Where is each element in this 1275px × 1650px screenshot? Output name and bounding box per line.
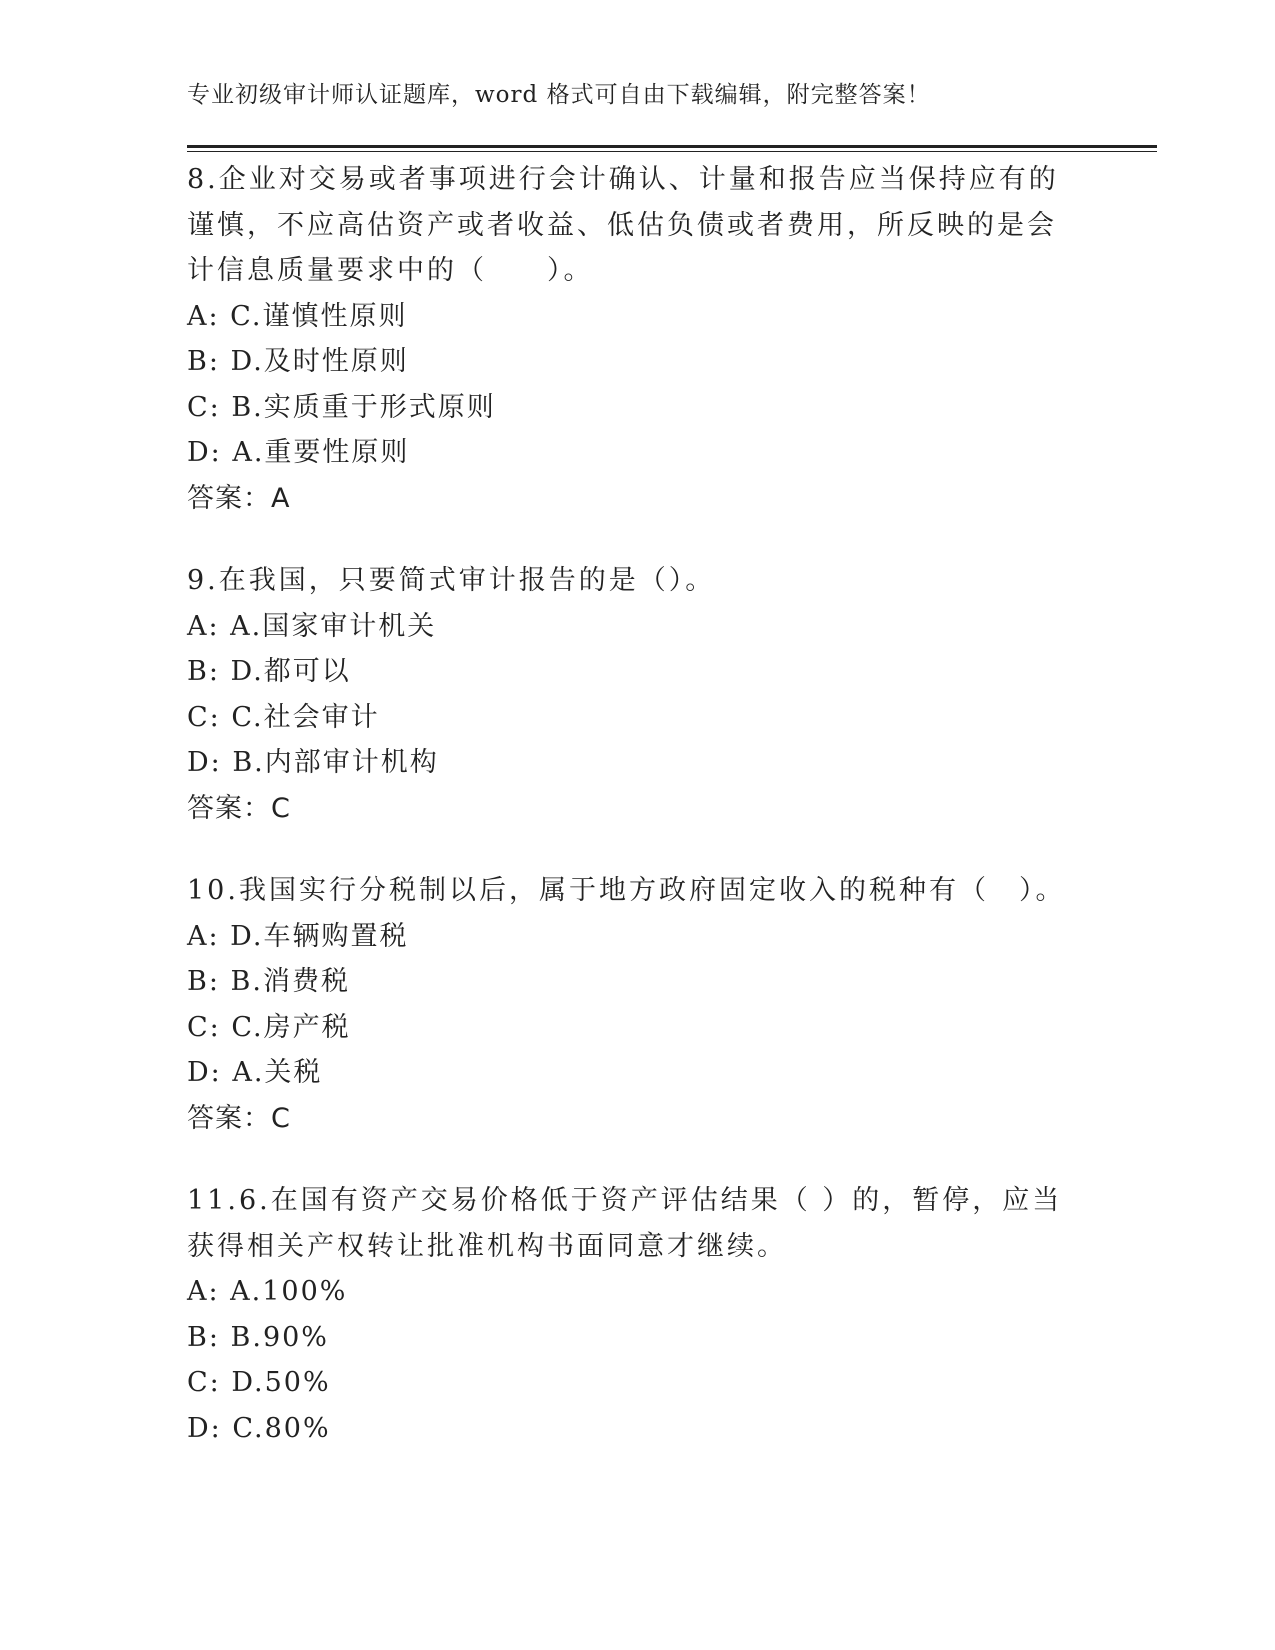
question-text: 11.6.在国有资产交易价格低于资产评估结果（ ）的，暂停，应当获得相关产权转让批准机构书面同意才继续。 — [187, 1185, 1063, 1262]
question-text: 10.我国实行分税制以后，属于地方政府固定收入的税种有（ ）。 — [187, 875, 1066, 906]
option-a: A: A.国家审计机关 — [187, 610, 437, 642]
option-b: B: B.消费税 — [187, 966, 350, 997]
question-text: 8.企业对交易或者事项进行会计确认、计量和报告应当保持应有的谨慎，不应高估资产或者收益、低估负债或者费用，所反映的是会计信息质量要求中的（ ）。 — [187, 164, 1059, 286]
option-d: D: A.重要性原则 — [187, 437, 410, 468]
option-d: D: C.80% — [187, 1412, 331, 1444]
question-list — [187, 157, 1067, 1488]
option-b: B: D.及时性原则 — [187, 346, 409, 377]
option-a: A: A.100% — [187, 1276, 348, 1307]
option-c: C: C.房产税 — [187, 1011, 351, 1043]
option-c: C: C.社会审计 — [187, 701, 380, 733]
option-c: C: D.50% — [187, 1367, 331, 1398]
question-8 — [187, 157, 1067, 521]
question-11 — [187, 1178, 1067, 1451]
option-b: B: B.90% — [187, 1321, 329, 1353]
question-9 — [187, 558, 1067, 831]
option-d: D: B.内部审计机构 — [187, 747, 439, 778]
question-text: 9.在我国，只要简式审计报告的是（）。 — [187, 565, 716, 596]
option-c: C: B.实质重于形式原则 — [187, 391, 496, 423]
header-divider-thin — [187, 151, 1157, 152]
option-a: A: C.谨慎性原则 — [187, 300, 408, 332]
option-b: B: D.都可以 — [187, 656, 351, 687]
answer-line: 答案：C — [187, 792, 291, 824]
question-10 — [187, 868, 1067, 1141]
option-d: D: A.关税 — [187, 1057, 323, 1088]
answer-line: 答案：C — [187, 1102, 291, 1134]
document-header: 专业初级审计师认证题库，word 格式可自由下载编辑，附完整答案！ — [187, 82, 931, 108]
header-divider-thick — [187, 145, 1157, 148]
answer-line: 答案：A — [187, 482, 291, 514]
option-a: A: D.车辆购置税 — [187, 920, 409, 952]
